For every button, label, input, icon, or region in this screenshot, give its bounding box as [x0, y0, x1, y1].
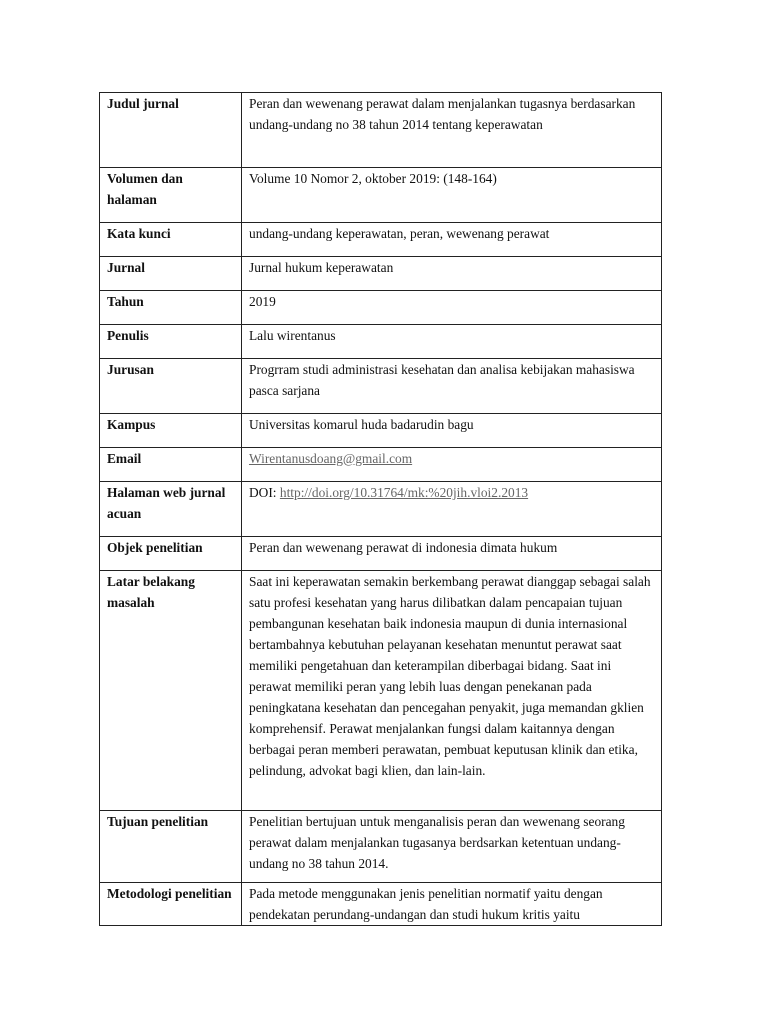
row-label-volumen: Volumen dan halaman [100, 168, 242, 223]
table-row [100, 359, 662, 414]
row-value-jurnal: Jurnal hukum keperawatan [242, 257, 662, 291]
row-value-metodologi-cell [242, 883, 662, 926]
row-label-objek: Objek penelitian [100, 537, 242, 571]
row-label-jurusan: Jurusan [100, 359, 242, 414]
table-row [100, 325, 662, 359]
row-value-tujuan: Penelitian bertujuan untuk menganalisis peran dan wewenang seorang perawat dalam menjalankan tugasanya berdsarkan ketentuan undang-undang no 38 tahun 2014. [242, 811, 662, 883]
row-value-penulis: Lalu wirentanus [242, 325, 662, 359]
row-value-latar-belakang: Saat ini keperawatan semakin berkembang perawat dianggap sebagai salah satu profesi kesehatan yang harus dilibatkan dalam pencapaian tujuan pembangunan kesehatan baik indonesia maupun di dunia internasional bertambahnya kebutuhan pelayanan kesehatan menuntut perawat saat memiliki pengetahuan dan keterampilan diberbagai bidang. Saat ini perawat memiliki peran yang lebih luas dengan penekanan pada peningkatana kesehatan dan pencegahan penyakit, juga memandan gklien komprehensif. Perawat menjalankan fungsi dalam kaitannya dengan berbagai peran memberi perawatan, pembuat keputusan klinik dan etika, pelindung, advokat bagi klien, dan lain-lain. [242, 571, 662, 811]
table-row [100, 168, 662, 223]
row-label-penulis: Penulis [100, 325, 242, 359]
row-label-metodologi [100, 883, 242, 926]
row-value-kata-kunci: undang-undang keperawatan, peran, wewenang perawat [242, 223, 662, 257]
doi-prefix: DOI: [249, 485, 280, 500]
row-value-jurusan: Progrram studi administrasi kesehatan dan analisa kebijakan mahasiswa pasca sarjana [242, 359, 662, 414]
row-value-email-cell [242, 448, 662, 482]
row-label-latar-belakang: Latar belakang masalah [100, 571, 242, 811]
row-value-volumen: Volume 10 Nomor 2, oktober 2019: (148-164) [242, 168, 662, 223]
row-label-kampus: Kampus [100, 414, 242, 448]
metodologi-label-text: Metodologi penelitian [107, 886, 232, 901]
row-label-jurnal: Jurnal [100, 257, 242, 291]
row-label-kata-kunci: Kata kunci [100, 223, 242, 257]
row-value-objek: Peran dan wewenang perawat di indonesia dimata hukum [242, 537, 662, 571]
table-row [100, 223, 662, 257]
table-row [100, 93, 662, 168]
row-label-email: Email [100, 448, 242, 482]
table-row [100, 414, 662, 448]
table-row [100, 571, 662, 811]
row-value-judul-jurnal: Peran dan wewenang perawat dalam menjalankan tugasnya berdasarkan undang-undang no 38 tahun 2014 tentang keperawatan [242, 93, 662, 168]
row-label-tahun: Tahun [100, 291, 242, 325]
metodologi-value-text: Pada metode menggunakan jenis penelitian normatif yaitu dengan pendekatan perundang-undangan dan studi hukum kritis yaitu [249, 886, 603, 922]
table-row [100, 482, 662, 537]
journal-review-table [99, 92, 662, 926]
table-row [100, 883, 662, 926]
table-row [100, 291, 662, 325]
row-value-tahun: 2019 [242, 291, 662, 325]
row-value-kampus: Universitas komarul huda badarudin bagu [242, 414, 662, 448]
doi-link[interactable]: http://doi.org/10.31764/mk:%20jih.vloi2.2013 [279, 485, 529, 500]
row-value-halaman-web-cell [242, 482, 662, 537]
table-row [100, 257, 662, 291]
table-row [100, 811, 662, 883]
row-label-tujuan: Tujuan penelitian [100, 811, 242, 883]
row-label-halaman-web: Halaman web jurnal acuan [100, 482, 242, 537]
table-row [100, 537, 662, 571]
email-link[interactable]: Wirentanusdoang@gmail.com [249, 451, 413, 466]
table-row [100, 448, 662, 482]
row-label-judul-jurnal: Judul jurnal [100, 93, 242, 168]
